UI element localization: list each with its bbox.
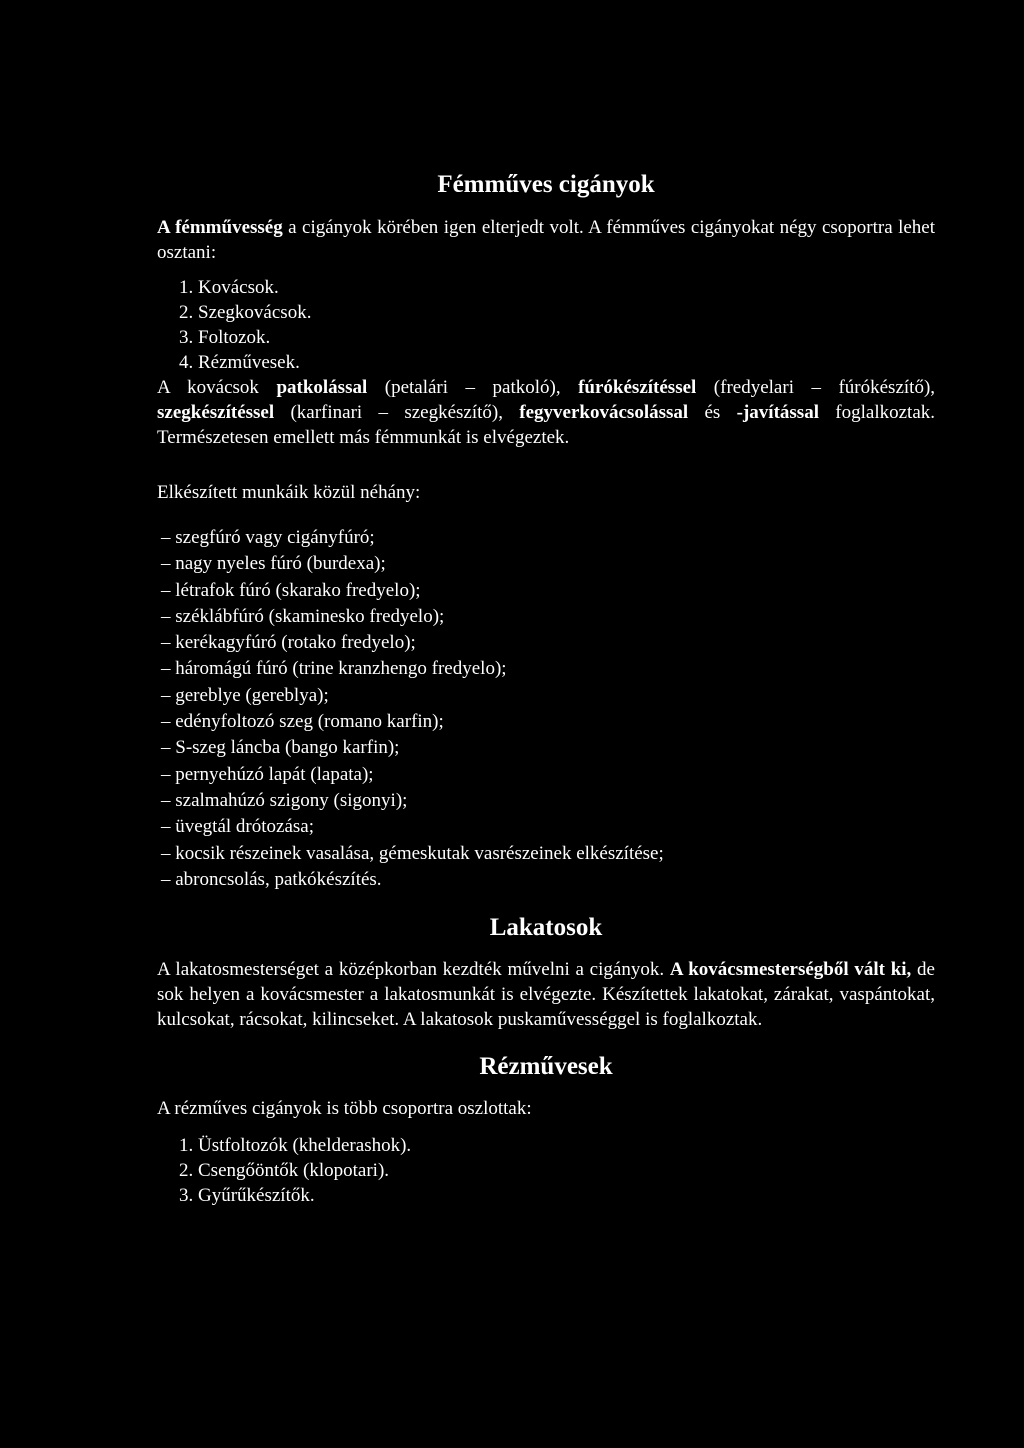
list-item: 3. Foltozok. (179, 327, 271, 348)
list-item: – pernyehúzó lapát (lapata); (161, 762, 935, 788)
bold-term: fúrókészítéssel (578, 377, 697, 398)
list-item: – szalmahúzó szigony (sigonyi); (161, 788, 935, 814)
bold-term: A kovácsmesterségből vált ki, (669, 959, 912, 981)
coppersmith-groups-list (157, 1133, 935, 1208)
list-item: – abroncsolás, patkókészítés. (161, 867, 935, 893)
bold-term: fegyverkovácsolással (519, 402, 689, 423)
list-item: 2. Csengőöntők (klopotari). (179, 1160, 390, 1182)
intro-text: a cigányok körében igen elterjedt volt. A fémműves cigányokat négy csoportra lehet osztani: (157, 217, 935, 263)
list-item: – S-szeg láncba (bango karfin); (161, 735, 935, 761)
text-run: (karfinari – szegkészítő), (274, 402, 520, 423)
list-item: 4. Rézművesek. (179, 352, 300, 373)
metalworker-groups-list (157, 275, 935, 375)
list-item: 2. Szegkovácsok. (179, 302, 312, 323)
products-intro: Elkészített munkáik közül néhány: (157, 482, 421, 503)
text-run: A lakatosmesterséget a középkorban kezdték művelni a cigányok. (157, 959, 670, 981)
list-item: – háromágú fúró (trine kranzhengo fredyelo); (161, 656, 935, 682)
locksmiths-paragraph (157, 957, 935, 1032)
list-item: – kerékagyfúró (rotako fredyelo); (161, 630, 935, 656)
list-item: – nagy nyeles fúró (burdexa); (161, 551, 935, 577)
list-item: – szegfúró vagy cigányfúró; (161, 525, 935, 551)
list-item: – széklábfúró (skaminesko fredyelo); (161, 604, 935, 630)
text-run: foglalkoztak. Természetesen emellett más fémmunkát is elvégeztek. (157, 402, 935, 448)
coppersmiths-intro: A rézműves cigányok is több csoportra oszlottak: (157, 1098, 532, 1120)
intro-bold-term: A fémművesség (157, 217, 283, 238)
document-page (157, 170, 935, 1208)
list-item: – edényfoltozó szeg (romano karfin); (161, 709, 935, 735)
section-title-metalworkers: Fémműves cigányok (437, 171, 655, 198)
text-run: (petalári – patkoló), (367, 377, 579, 398)
list-item: – létrafok fúró (skarako fredyelo); (161, 578, 935, 604)
section-title-locksmiths: Lakatosok (489, 914, 603, 942)
text-run: (fredyelari – fúrókészítő), (696, 377, 936, 398)
text-run: A kovácsok (157, 377, 277, 398)
text-run: de sok helyen a kovácsmester a lakatosmunkát is elvégezte. Készítettek lakatokat, zárakat, vaspántokat, kulcsokat, rácsokat, kilincseket. A lakatosok puskaművességgel is foglalkoztak. (157, 959, 935, 1031)
text-run: és (688, 402, 737, 423)
blacksmiths-paragraph (157, 375, 935, 450)
bold-term: patkolással (276, 377, 368, 398)
list-item: 1. Üstfoltozók (khelderashok). (179, 1135, 412, 1157)
bold-term: szegkészítéssel (157, 402, 275, 423)
list-item: 1. Kovácsok. (179, 277, 279, 298)
bold-term: -javítással (736, 402, 819, 423)
section-title-coppersmiths: Rézművesek (479, 1053, 613, 1081)
products-list (157, 525, 935, 893)
list-item: – üvegtál drótozása; (161, 814, 935, 840)
list-item: 3. Gyűrűkészítők. (179, 1185, 315, 1207)
list-item: – kocsik részeinek vasalása, gémeskutak vasrészeinek elkészítése; (161, 841, 935, 867)
intro-paragraph (157, 215, 935, 265)
list-item: – gereblye (gereblya); (161, 683, 935, 709)
